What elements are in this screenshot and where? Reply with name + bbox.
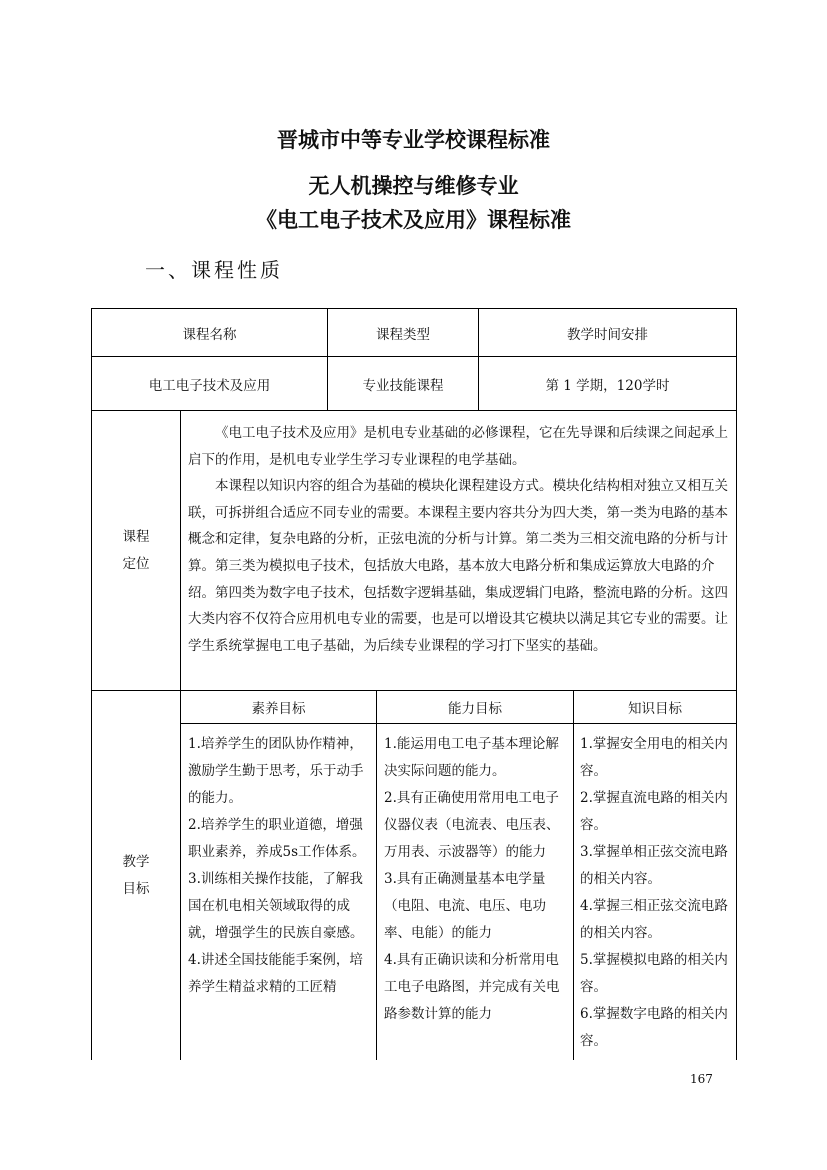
- goal-item: 4.讲述全国技能能手案例，培养学生精益求精的工匠精: [188, 952, 363, 995]
- positioning-label: 课程 定位: [122, 528, 150, 572]
- section-heading: 一、课程性质: [145, 258, 283, 282]
- goals-label: 教学 目标: [122, 853, 150, 897]
- course-type-value: 专业技能课程: [362, 377, 444, 394]
- goal-header-literacy: 素养目标: [251, 701, 306, 717]
- schedule-value: 第 1 学期，120学时: [545, 377, 670, 394]
- goal-item: 1.能运用电工电子基本理论解决实际问题的能力。: [384, 736, 559, 779]
- header-schedule: 教学时间安排: [567, 326, 648, 343]
- goal-header-ability: 能力目标: [448, 701, 502, 717]
- positioning-text: [188, 420, 729, 659]
- goal-item: 6.掌握数字电路的相关内容。: [580, 1006, 728, 1049]
- ability-goals: [384, 731, 568, 1057]
- goal-item: 2.培养学生的职业道德，增强职业素养，养成5s工作体系。: [188, 817, 366, 860]
- goal-header-knowledge: 知识目标: [628, 701, 682, 717]
- course-name-value: 电工电子技术及应用: [148, 377, 271, 394]
- goal-item: 5.掌握模拟电路的相关内容。: [580, 952, 728, 995]
- page-number: 167: [690, 1072, 713, 1086]
- positioning-paragraph: 本课程以知识内容的组合为基础的模块化课程建设方式。模块化结构相对独立又相互关联，可拆拼组合适应不同专业的需要。本课程主要内容共分为四大类，第一类为电路的基本概念和定律，复杂电路的分析，正弦电流的分析与计算。第二类为三相交流电路的分析与计算。第三类为模拟电子技术，包括放大电路，基本放大电路分析和集成运算放大电路的介绍。第四类为数字电子技术，包括数字逻辑基础，集成逻辑门电路，整流电路的分析。这四大类内容不仅符合应用机电专业的需要，也是可以增设其它模块以满足其它专业的需要。让学生系统掌握电工电子基础，为后续专业课程的学习打下坚实的基础。: [188, 478, 728, 654]
- goal-item: 4.具有正确识读和分析常用电工电子电路图，并完成有关电路参数计算的能力: [384, 952, 560, 1022]
- course-standard-title: 《电工电子技术及应用》课程标准: [256, 207, 571, 232]
- positioning-paragraph: 《电工电子技术及应用》是机电专业基础的必修课程，它在先导课和后续课之间起承上启下的作用，是机电专业学生学习专业课程的电学基础。: [188, 425, 728, 468]
- goal-item: 1.掌握安全用电的相关内容。: [580, 736, 728, 779]
- goal-item: 3.具有正确测量基本电学量（电阻、电流、电压、电功率、电能）的能力: [384, 871, 546, 941]
- literacy-goals: [188, 731, 370, 1057]
- goal-item: 2.掌握直流电路的相关内容。: [580, 790, 728, 833]
- goal-item: 2.具有正确使用常用电工电子仪器仪表（电流表、电压表、万用表、示波器等）的能力: [384, 790, 560, 860]
- header-course-name: 课程名称: [182, 326, 237, 343]
- goal-item: 3.训练相关操作技能，了解我国在机电相关领域取得的成就，增强学生的民族自豪感。: [188, 871, 364, 941]
- major-title: 无人机操控与维修专业: [308, 173, 519, 198]
- goal-item: 4.掌握三相正弦交流电路的相关内容。: [580, 898, 728, 941]
- knowledge-goals: [580, 731, 732, 1057]
- school-standard-title: 晋城市中等专业学校课程标准: [277, 127, 550, 152]
- goal-item: 3.掌握单相正弦交流电路的相关内容。: [580, 844, 728, 887]
- header-course-type: 课程类型: [376, 326, 430, 343]
- goal-item: 1.培养学生的团队协作精神，激励学生勤于思考，乐于动手的能力。: [188, 736, 364, 806]
